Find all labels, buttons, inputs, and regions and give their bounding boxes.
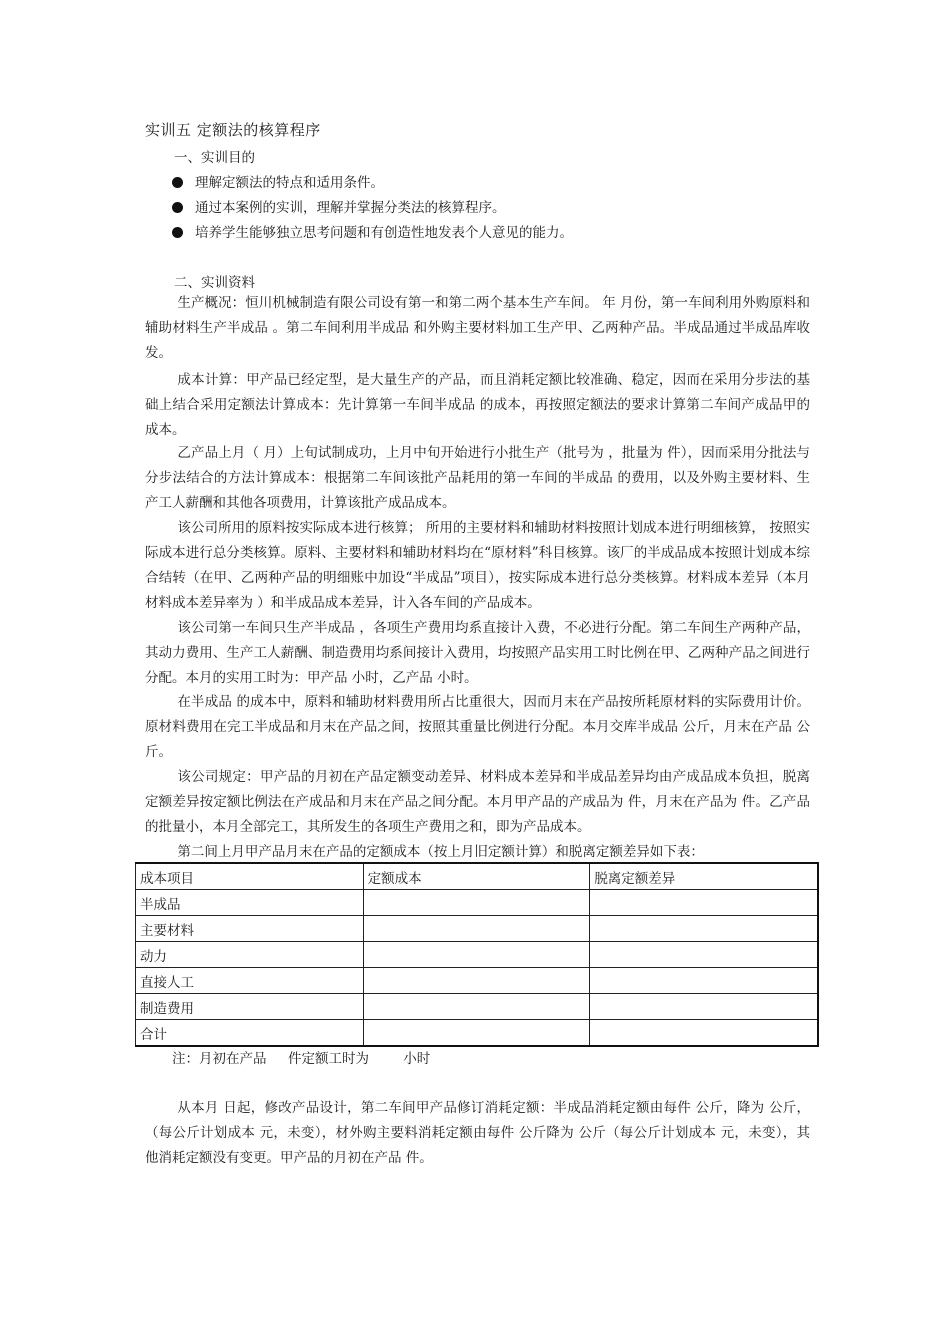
bullet-item: [172, 171, 384, 191]
section-heading-materials: 二、实训资料: [174, 275, 255, 291]
cost-table: [135, 862, 819, 1047]
table-cell: [363, 1020, 590, 1047]
table-cell: [363, 994, 590, 1020]
paragraph-cost-calculation: 成本计算：甲产品已经定型，是大量生产的产品，而且消耗定额比较准确、稳定，因而在采用分步法的基础上结合采用定额法计算成本：先计算第一车间半成品 的成本，再按照定额法的要求计算第二车间产成品甲的成本。: [145, 372, 810, 438]
paragraph-product-b: 乙产品上月（ 月）上旬试制成功，上月中旬开始进行小批生产（批号为 ，批量为 件），因而采用分批法与分步法结合的方法计算成本：根据第二车间该批产品耗用的第一车间的半成品 的费用，以及外购主要材料、生产工人薪酬和其他各项费用，计算该批产成品成本。: [145, 445, 810, 511]
table-cell: [363, 890, 590, 916]
bullet-text: 通过本案例的实训，理解并掌握分类法的核算程序。: [195, 200, 506, 216]
bullet-dot-icon: [172, 177, 183, 188]
table-note: 注：月初在产品 件定额工时为 小时: [172, 1051, 431, 1067]
paragraph-semi-finished-cost: 在半成品 的成本中，原料和辅助材料费用所占比重很大，因而月末在产品按所耗原材料的实际费用计价。原材料费用在完工半成品和月末在产品之间，按照其重量比例进行分配。本月交库半成品 公斤，月末在产品 公斤。: [145, 694, 810, 760]
table-cell: [590, 942, 818, 968]
page-title: 实训五 定额法的核算程序: [145, 121, 321, 139]
bullet-text: 理解定额法的特点和适用条件。: [195, 175, 384, 191]
paragraph-materials-accounting: 该公司所用的原料按实际成本进行核算； 所用的主要材料和辅助材料按照计划成本进行明细核算， 按照实际成本进行总分类核算。原料、主要材料和辅助材料均在“原材料”科目核算。该厂的半成品成本按照计划成本综合结转（在甲、乙两种产品的明细账中加设“半成品”项目），按实际成本进行总分类核算。材料成本差异（本月材料成本差异率为 ）和半成品成本差异，计入各车间的产品成本。: [145, 520, 810, 611]
paragraph-production-overview: 生产概况：恒川机械制造有限公司设有第一和第二两个基本生产车间。 年 月份，第一车间利用外购原料和辅助材料生产半成品 。第二车间利用半成品 和外购主要材料加工生产甲、乙两种产品。半成品通过半成品库收发。: [145, 295, 810, 361]
table-row: [136, 968, 819, 994]
table-cell: [590, 890, 818, 916]
table-cell: 制造费用: [136, 994, 364, 1020]
table-cell: [363, 942, 590, 968]
table-cell: 半成品: [136, 890, 364, 916]
table-cell: 主要材料: [136, 916, 364, 942]
table-row: [136, 890, 819, 916]
paragraph-workshop-allocation: 该公司第一车间只生产半成品 ，各项生产费用均系直接计入费，不必进行分配。第二车间生产两种产品，其动力费用、生产工人薪酬、制造费用均系间接计入费用，均按照产品实用工时比例在甲、乙两种产品之间进行分配。本月的实用工时为：甲产品 小时，乙产品 小时。: [145, 620, 810, 686]
bullet-dot-icon: [172, 202, 183, 213]
table-row: [136, 994, 819, 1020]
paragraph-company-rules: 该公司规定：甲产品的月初在产品定额变动差异、材料成本差异和半成品差异均由产成品成本负担，脱离定额差异按定额比例法在产成品和月末在产品之间分配。本月甲产品的产成品为 件，月末在产品为 件。乙产品的批量小，本月全部完工，其所发生的各项生产费用之和，即为产品成本。: [145, 769, 810, 835]
table-header-cell: 成本项目: [136, 863, 364, 890]
table-cell: [590, 968, 818, 994]
table-header-cell: 脱离定额差异: [590, 863, 818, 890]
bullet-item: [172, 221, 573, 241]
bullet-dot-icon: [172, 227, 183, 238]
paragraph-table-intro: 第二间上月甲产品月末在产品的定额成本（按上月旧定额计算）和脱离定额差异如下表：: [177, 844, 704, 860]
table-cell: [590, 994, 818, 1020]
bullet-item: [172, 196, 506, 216]
table-cell: 直接人工: [136, 968, 364, 994]
table-header-row: [136, 863, 819, 890]
table-row: [136, 916, 819, 942]
table-row: [136, 1020, 819, 1047]
table-header-cell: 定额成本: [363, 863, 590, 890]
table-row: [136, 942, 819, 968]
section-heading-purpose: 一、实训目的: [174, 150, 255, 166]
bullet-text: 培养学生能够独立思考问题和有创造性地发表个人意见的能力。: [195, 225, 573, 241]
paragraph-design-change: 从本月 日起，修改产品设计，第二车间甲产品修订消耗定额：半成品消耗定额由每件 公斤，降为 公斤，（每公斤计划成本 元，未变），材外购主要料消耗定额由每件 公斤降为 公斤（每公斤计划成本 元，未变），其他消耗定额没有变更。甲产品的月初在产品 件。: [145, 1100, 810, 1166]
table-cell: 合计: [136, 1020, 364, 1047]
table-cell: [590, 916, 818, 942]
table-cell: [363, 968, 590, 994]
table-cell: [363, 916, 590, 942]
table-cell: 动力: [136, 942, 364, 968]
table-cell: [590, 1020, 818, 1047]
